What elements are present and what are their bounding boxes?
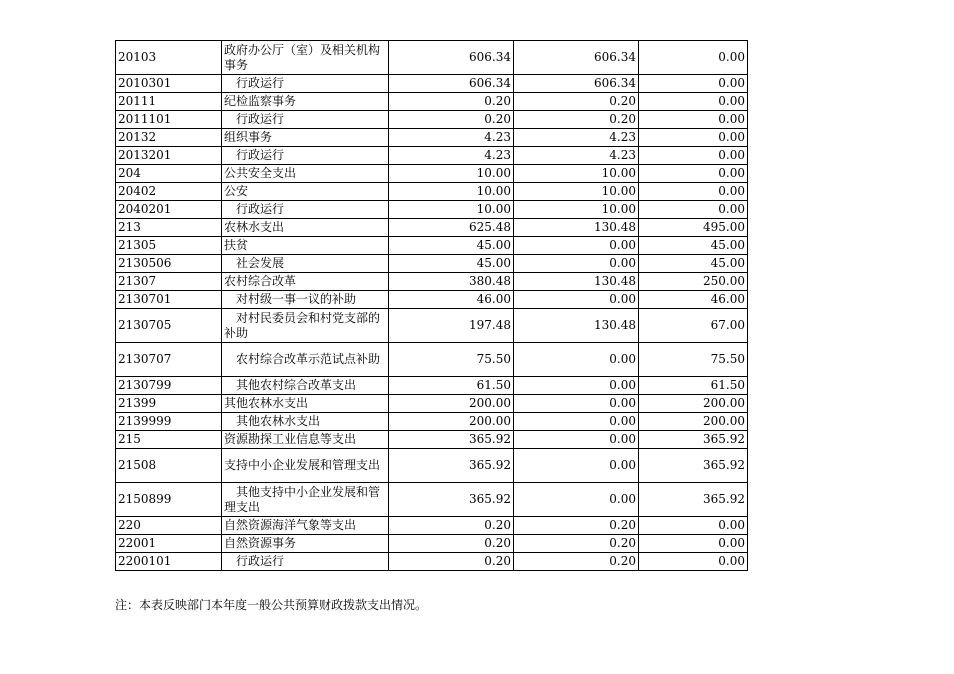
project-expenditure-cell: 0.00 [639, 93, 748, 111]
subject-name-cell: 对村民委员会和村党支部的补助 [222, 309, 389, 343]
subject-name-cell: 公共安全支出 [222, 165, 389, 183]
table-row [116, 483, 748, 517]
total-amount-cell: 380.48 [389, 273, 514, 291]
total-amount-cell: 0.20 [389, 553, 514, 571]
total-amount-cell: 0.20 [389, 535, 514, 553]
basic-expenditure-cell: 0.20 [514, 517, 639, 535]
project-expenditure-cell: 67.00 [639, 309, 748, 343]
basic-expenditure-cell: 10.00 [514, 183, 639, 201]
total-amount-cell: 10.00 [389, 165, 514, 183]
table-row [116, 517, 748, 535]
table-row [116, 413, 748, 431]
basic-expenditure-cell: 130.48 [514, 219, 639, 237]
basic-expenditure-cell: 606.34 [514, 41, 639, 75]
subject-name-cell: 农村综合改革示范试点补助 [222, 343, 389, 377]
table-row [116, 147, 748, 165]
total-amount-cell: 0.20 [389, 111, 514, 129]
subject-name-cell: 其他农林水支出 [222, 395, 389, 413]
table-body [116, 41, 748, 571]
project-expenditure-cell: 0.00 [639, 517, 748, 535]
table-row [116, 75, 748, 93]
table-row [116, 431, 748, 449]
basic-expenditure-cell: 10.00 [514, 201, 639, 219]
subject-code-cell: 204 [116, 165, 222, 183]
total-amount-cell: 46.00 [389, 291, 514, 309]
project-expenditure-cell: 45.00 [639, 255, 748, 273]
total-amount-cell: 4.23 [389, 147, 514, 165]
subject-name-cell: 农村综合改革 [222, 273, 389, 291]
subject-name-cell: 行政运行 [222, 111, 389, 129]
basic-expenditure-cell: 10.00 [514, 165, 639, 183]
basic-expenditure-cell: 130.48 [514, 309, 639, 343]
table-row [116, 111, 748, 129]
total-amount-cell: 4.23 [389, 129, 514, 147]
basic-expenditure-cell: 0.00 [514, 395, 639, 413]
basic-expenditure-cell: 130.48 [514, 273, 639, 291]
basic-expenditure-cell: 4.23 [514, 147, 639, 165]
project-expenditure-cell: 0.00 [639, 201, 748, 219]
subject-name-cell: 行政运行 [222, 75, 389, 93]
basic-expenditure-cell: 0.20 [514, 111, 639, 129]
budget-expenditure-table [115, 40, 748, 571]
total-amount-cell: 200.00 [389, 395, 514, 413]
total-amount-cell: 606.34 [389, 41, 514, 75]
subject-name-cell: 支持中小企业发展和管理支出 [222, 449, 389, 483]
subject-code-cell: 2013201 [116, 147, 222, 165]
subject-name-cell: 其他农村综合改革支出 [222, 377, 389, 395]
basic-expenditure-cell: 0.00 [514, 343, 639, 377]
project-expenditure-cell: 365.92 [639, 431, 748, 449]
project-expenditure-cell: 0.00 [639, 129, 748, 147]
basic-expenditure-cell: 0.00 [514, 255, 639, 273]
subject-code-cell: 21307 [116, 273, 222, 291]
subject-code-cell: 20402 [116, 183, 222, 201]
subject-name-cell: 农林水支出 [222, 219, 389, 237]
subject-code-cell: 2130799 [116, 377, 222, 395]
table-row [116, 183, 748, 201]
project-expenditure-cell: 45.00 [639, 237, 748, 255]
total-amount-cell: 200.00 [389, 413, 514, 431]
project-expenditure-cell: 0.00 [639, 553, 748, 571]
subject-code-cell: 2139999 [116, 413, 222, 431]
subject-code-cell: 213 [116, 219, 222, 237]
table-row [116, 255, 748, 273]
table-row [116, 553, 748, 571]
table-footnote: 注：本表反映部门本年度一般公共预算财政拨款支出情况。 [115, 598, 428, 612]
total-amount-cell: 45.00 [389, 237, 514, 255]
subject-code-cell: 2011101 [116, 111, 222, 129]
subject-name-cell: 对村级一事一议的补助 [222, 291, 389, 309]
subject-code-cell: 2130707 [116, 343, 222, 377]
project-expenditure-cell: 200.00 [639, 413, 748, 431]
project-expenditure-cell: 495.00 [639, 219, 748, 237]
project-expenditure-cell: 0.00 [639, 535, 748, 553]
total-amount-cell: 10.00 [389, 201, 514, 219]
subject-name-cell: 公安 [222, 183, 389, 201]
total-amount-cell: 365.92 [389, 431, 514, 449]
subject-code-cell: 2130506 [116, 255, 222, 273]
total-amount-cell: 365.92 [389, 483, 514, 517]
basic-expenditure-cell: 0.00 [514, 449, 639, 483]
total-amount-cell: 0.20 [389, 93, 514, 111]
project-expenditure-cell: 250.00 [639, 273, 748, 291]
total-amount-cell: 625.48 [389, 219, 514, 237]
table-row [116, 309, 748, 343]
subject-code-cell: 22001 [116, 535, 222, 553]
subject-code-cell: 2040201 [116, 201, 222, 219]
total-amount-cell: 45.00 [389, 255, 514, 273]
project-expenditure-cell: 75.50 [639, 343, 748, 377]
basic-expenditure-cell: 0.20 [514, 535, 639, 553]
project-expenditure-cell: 0.00 [639, 111, 748, 129]
subject-code-cell: 20103 [116, 41, 222, 75]
subject-code-cell: 220 [116, 517, 222, 535]
subject-name-cell: 纪检监察事务 [222, 93, 389, 111]
table-row [116, 93, 748, 111]
subject-code-cell: 215 [116, 431, 222, 449]
subject-code-cell: 20132 [116, 129, 222, 147]
project-expenditure-cell: 200.00 [639, 395, 748, 413]
project-expenditure-cell: 0.00 [639, 41, 748, 75]
basic-expenditure-cell: 0.00 [514, 431, 639, 449]
subject-name-cell: 行政运行 [222, 553, 389, 571]
subject-name-cell: 其他农林水支出 [222, 413, 389, 431]
subject-code-cell: 2150899 [116, 483, 222, 517]
basic-expenditure-cell: 0.20 [514, 93, 639, 111]
basic-expenditure-cell: 0.00 [514, 237, 639, 255]
project-expenditure-cell: 46.00 [639, 291, 748, 309]
total-amount-cell: 365.92 [389, 449, 514, 483]
subject-name-cell: 组织事务 [222, 129, 389, 147]
subject-code-cell: 2010301 [116, 75, 222, 93]
subject-code-cell: 20111 [116, 93, 222, 111]
basic-expenditure-cell: 0.00 [514, 413, 639, 431]
basic-expenditure-cell: 0.20 [514, 553, 639, 571]
subject-code-cell: 2130705 [116, 309, 222, 343]
table-row [116, 219, 748, 237]
table-row [116, 377, 748, 395]
table-row [116, 237, 748, 255]
basic-expenditure-cell: 0.00 [514, 377, 639, 395]
project-expenditure-cell: 0.00 [639, 147, 748, 165]
table-row [116, 343, 748, 377]
subject-name-cell: 行政运行 [222, 147, 389, 165]
subject-name-cell: 社会发展 [222, 255, 389, 273]
basic-expenditure-cell: 4.23 [514, 129, 639, 147]
subject-code-cell: 2130701 [116, 291, 222, 309]
total-amount-cell: 75.50 [389, 343, 514, 377]
total-amount-cell: 197.48 [389, 309, 514, 343]
table-row [116, 291, 748, 309]
total-amount-cell: 61.50 [389, 377, 514, 395]
project-expenditure-cell: 0.00 [639, 183, 748, 201]
project-expenditure-cell: 0.00 [639, 75, 748, 93]
table-row [116, 449, 748, 483]
subject-name-cell: 自然资源事务 [222, 535, 389, 553]
table-row [116, 41, 748, 75]
subject-code-cell: 21305 [116, 237, 222, 255]
project-expenditure-cell: 0.00 [639, 165, 748, 183]
table-row [116, 201, 748, 219]
project-expenditure-cell: 365.92 [639, 483, 748, 517]
subject-name-cell: 扶贫 [222, 237, 389, 255]
total-amount-cell: 606.34 [389, 75, 514, 93]
total-amount-cell: 10.00 [389, 183, 514, 201]
subject-code-cell: 2200101 [116, 553, 222, 571]
basic-expenditure-cell: 0.00 [514, 291, 639, 309]
subject-code-cell: 21399 [116, 395, 222, 413]
table-row [116, 165, 748, 183]
subject-code-cell: 21508 [116, 449, 222, 483]
basic-expenditure-cell: 606.34 [514, 75, 639, 93]
project-expenditure-cell: 365.92 [639, 449, 748, 483]
table-row [116, 129, 748, 147]
subject-name-cell: 行政运行 [222, 201, 389, 219]
subject-name-cell: 政府办公厅（室）及相关机构事务 [222, 41, 389, 75]
total-amount-cell: 0.20 [389, 517, 514, 535]
project-expenditure-cell: 61.50 [639, 377, 748, 395]
subject-name-cell: 自然资源海洋气象等支出 [222, 517, 389, 535]
subject-name-cell: 其他支持中小企业发展和管理支出 [222, 483, 389, 517]
basic-expenditure-cell: 0.00 [514, 483, 639, 517]
table-row [116, 395, 748, 413]
table-row [116, 273, 748, 291]
subject-name-cell: 资源勘探工业信息等支出 [222, 431, 389, 449]
table-row [116, 535, 748, 553]
